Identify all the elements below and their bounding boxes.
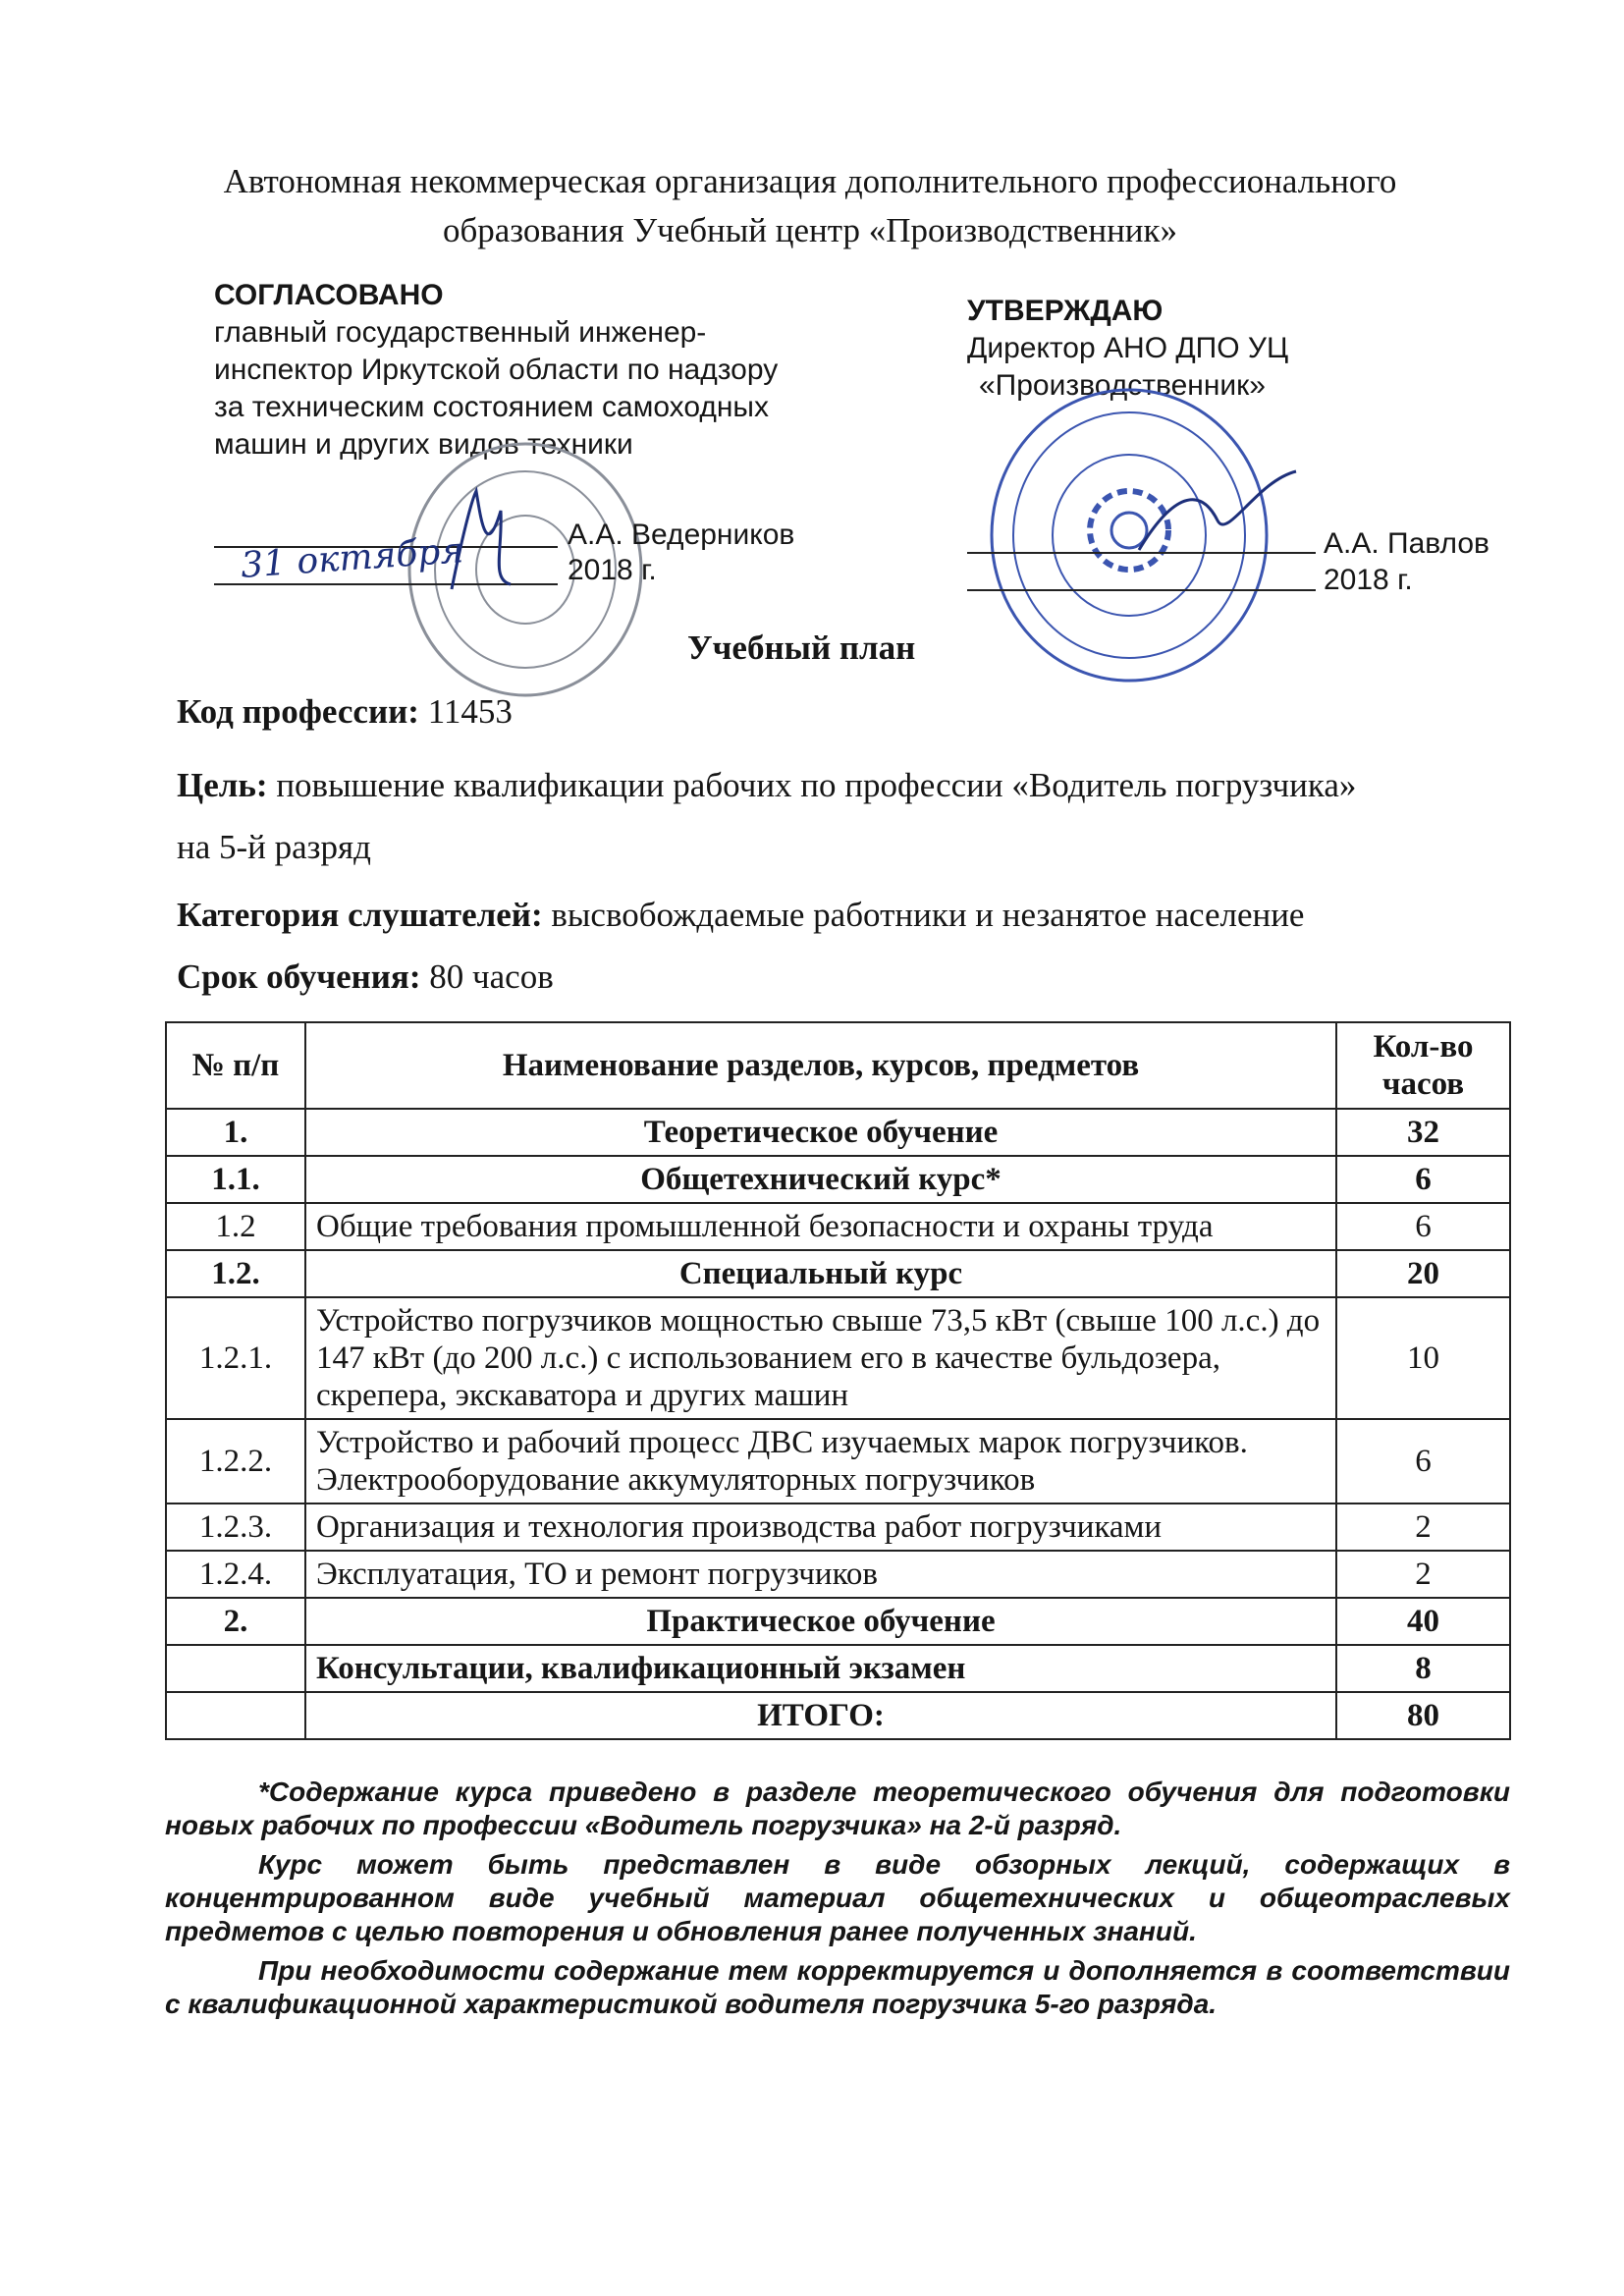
table-row	[166, 1297, 1510, 1419]
row-name: Устройство и рабочий процесс ДВС изучаемых марок погрузчиков. Электрооборудование аккумуляторных погрузчиков	[305, 1419, 1336, 1503]
row-hours: 80	[1336, 1692, 1510, 1739]
approval-left-name: А.А. Ведерников	[568, 519, 795, 551]
table-row	[166, 1598, 1510, 1645]
row-hours: 20	[1336, 1250, 1510, 1297]
row-name: Общетехнический курс*	[305, 1156, 1336, 1203]
row-hours: 40	[1336, 1598, 1510, 1645]
organization-header	[98, 157, 1522, 255]
row-num	[166, 1645, 305, 1692]
row-name: Эксплуатация, ТО и ремонт погрузчиков	[305, 1551, 1336, 1598]
header-num: № п/п	[166, 1022, 305, 1109]
header-hours: Кол-во часов	[1336, 1022, 1510, 1109]
organization-line-1: Автономная некоммерческая организация дополнительного профессионального	[223, 162, 1397, 200]
row-hours: 10	[1336, 1297, 1510, 1419]
row-name: Специальный курс	[305, 1250, 1336, 1297]
approval-left-heading: СОГЛАСОВАНО	[214, 279, 444, 311]
signature-right-icon	[1129, 462, 1306, 570]
goal-text: повышение квалификации рабочих по профессии «Водитель погрузчика»	[276, 766, 1357, 804]
handwritten-date: 31 октября	[239, 530, 465, 586]
table-row	[166, 1203, 1510, 1250]
row-num	[166, 1692, 305, 1739]
curriculum-table	[165, 1021, 1511, 1740]
row-num: 1.1.	[166, 1156, 305, 1203]
goal-continuation: на 5-й разряд	[177, 828, 371, 866]
approval-right-heading: УТВЕРЖДАЮ	[967, 295, 1164, 327]
row-num: 1.2.2.	[166, 1419, 305, 1503]
row-hours: 6	[1336, 1419, 1510, 1503]
row-name: Консультации, квалификационный экзамен	[305, 1645, 1336, 1692]
table-header-row	[166, 1022, 1510, 1109]
row-name: Устройство погрузчиков мощностью свыше 73,5 кВт (свыше 100 л.с.) до 147 кВт (до 200 л.с.) с использованием его в качестве бульдозера, скрепера, экскаватора и других машин	[305, 1297, 1336, 1419]
row-hours: 6	[1336, 1203, 1510, 1250]
row-name: Организация и технология производства работ погрузчиками	[305, 1503, 1336, 1551]
row-name: Практическое обучение	[305, 1598, 1336, 1645]
goal	[177, 761, 1356, 810]
goal-label: Цель:	[177, 766, 268, 804]
signature-line-right-2	[967, 589, 1316, 591]
row-name: Общие требования промышленной безопасности и охраны труда	[305, 1203, 1336, 1250]
table-row	[166, 1645, 1510, 1692]
note-2: Курс может быть представлен в виде обзорных лекций, содержащих в концентрированном виде учебный материал общетехнических и общеотраслевых предметов с целью повторения и обновления ранее полученных знаний.	[165, 1849, 1510, 1946]
row-num: 1.	[166, 1109, 305, 1156]
table-row-total	[166, 1692, 1510, 1739]
header-name: Наименование разделов, курсов, предметов	[305, 1022, 1336, 1109]
table-row	[166, 1551, 1510, 1598]
row-num: 2.	[166, 1598, 305, 1645]
note-3: При необходимости содержание тем корректируется и дополняется в соответствии с квалификационной характеристикой водителя погрузчика 5-го разряда.	[165, 1955, 1510, 2019]
row-num: 1.2.3.	[166, 1503, 305, 1551]
row-name: ИТОГО:	[305, 1692, 1336, 1739]
approval-right-name: А.А. Павлов	[1324, 527, 1489, 560]
row-num: 1.2	[166, 1203, 305, 1250]
row-hours: 32	[1336, 1109, 1510, 1156]
profession-code-value: 11453	[427, 692, 513, 731]
table-row	[166, 1503, 1510, 1551]
row-name: Теоретическое обучение	[305, 1109, 1336, 1156]
row-hours: 6	[1336, 1156, 1510, 1203]
row-hours: 2	[1336, 1503, 1510, 1551]
approval-left-year: 2018 г.	[568, 554, 657, 586]
notes	[165, 1776, 1510, 2027]
row-num: 1.2.4.	[166, 1551, 305, 1598]
category-text: высвобождаемые работники и незанятое население	[551, 896, 1305, 934]
row-num: 1.2.1.	[166, 1297, 305, 1419]
profession-code	[177, 687, 513, 737]
document-title: Учебный план	[687, 629, 916, 667]
approval-left-line-3: за техническим состоянием самоходных	[214, 391, 769, 423]
approval-right-line-1: Директор АНО ДПО УЦ	[967, 332, 1289, 364]
listener-category	[177, 891, 1304, 940]
profession-code-label: Код профессии:	[177, 692, 419, 731]
row-hours: 2	[1336, 1551, 1510, 1598]
table-row	[166, 1250, 1510, 1297]
duration-text: 80 часов	[429, 957, 554, 996]
note-1: *Содержание курса приведено в разделе теоретического обучения для подготовки новых рабочих по профессии «Водитель погрузчика» на 2-й разряд.	[165, 1777, 1510, 1840]
approval-right-year: 2018 г.	[1324, 564, 1413, 596]
row-hours: 8	[1336, 1645, 1510, 1692]
table-row	[166, 1156, 1510, 1203]
approval-left-line-2: инспектор Иркутской области по надзору	[214, 354, 779, 386]
organization-line-2: образования Учебный центр «Производственник»	[442, 211, 1178, 249]
approval-left-line-4: машин и других видов техники	[214, 428, 633, 461]
table-row	[166, 1109, 1510, 1156]
signature-left-icon	[432, 481, 520, 599]
duration-label: Срок обучения:	[177, 957, 421, 996]
table-row	[166, 1419, 1510, 1503]
study-duration	[177, 953, 554, 1002]
approval-left-line-1: главный государственный инженер-	[214, 316, 707, 349]
approval-right-line-2: «Производственник»	[979, 369, 1266, 402]
category-label: Категория слушателей:	[177, 896, 543, 934]
row-num: 1.2.	[166, 1250, 305, 1297]
